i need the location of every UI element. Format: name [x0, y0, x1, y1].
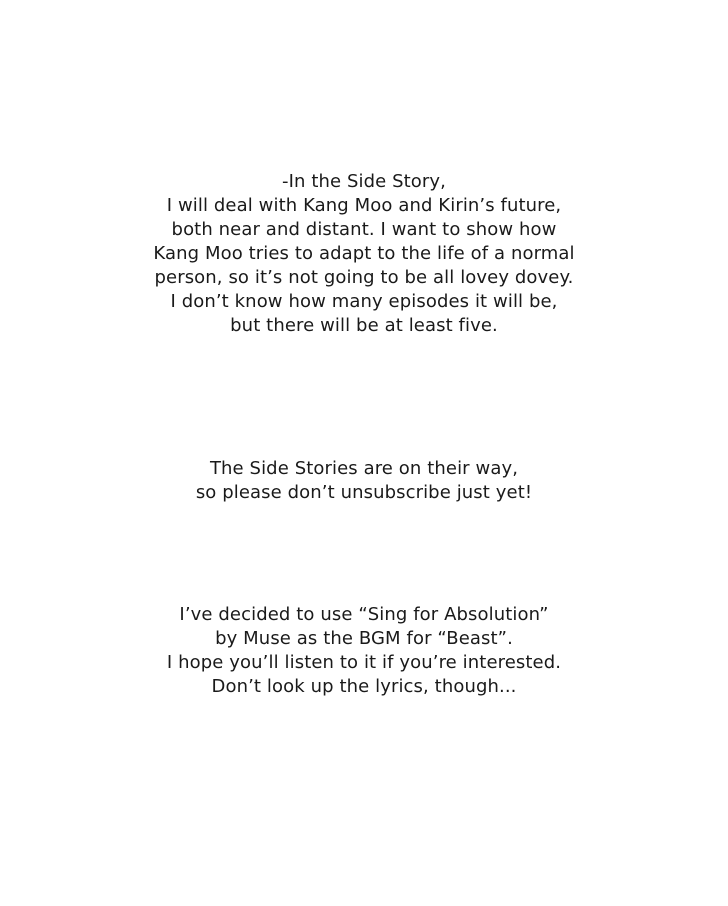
text-line: by Muse as the BGM for “Beast”.: [215, 628, 513, 649]
bgm-paragraph: [0, 603, 728, 699]
text-line: -In the Side Story,: [281, 171, 446, 192]
text-line: both near and distant. I want to show how: [171, 219, 557, 240]
text-line: person, so it’s not going to be all lovey dovey.: [154, 267, 574, 288]
text-line: so please don’t unsubscribe just yet!: [195, 482, 533, 503]
text-line: I will deal with Kang Moo and Kirin’s future,: [166, 195, 562, 216]
side-story-paragraph: [0, 170, 728, 338]
subscribe-paragraph: [0, 457, 728, 505]
text-line: Kang Moo tries to adapt to the life of a normal: [153, 243, 575, 264]
text-line: I’ve decided to use “Sing for Absolution”: [179, 604, 549, 625]
text-line: but there will be at least five.: [230, 315, 498, 336]
text-line: I don’t know how many episodes it will be,: [170, 291, 558, 312]
text-line: I hope you’ll listen to it if you’re interested.: [166, 652, 562, 673]
text-line: The Side Stories are on their way,: [209, 458, 519, 479]
text-line: Don’t look up the lyrics, though...: [211, 676, 517, 697]
